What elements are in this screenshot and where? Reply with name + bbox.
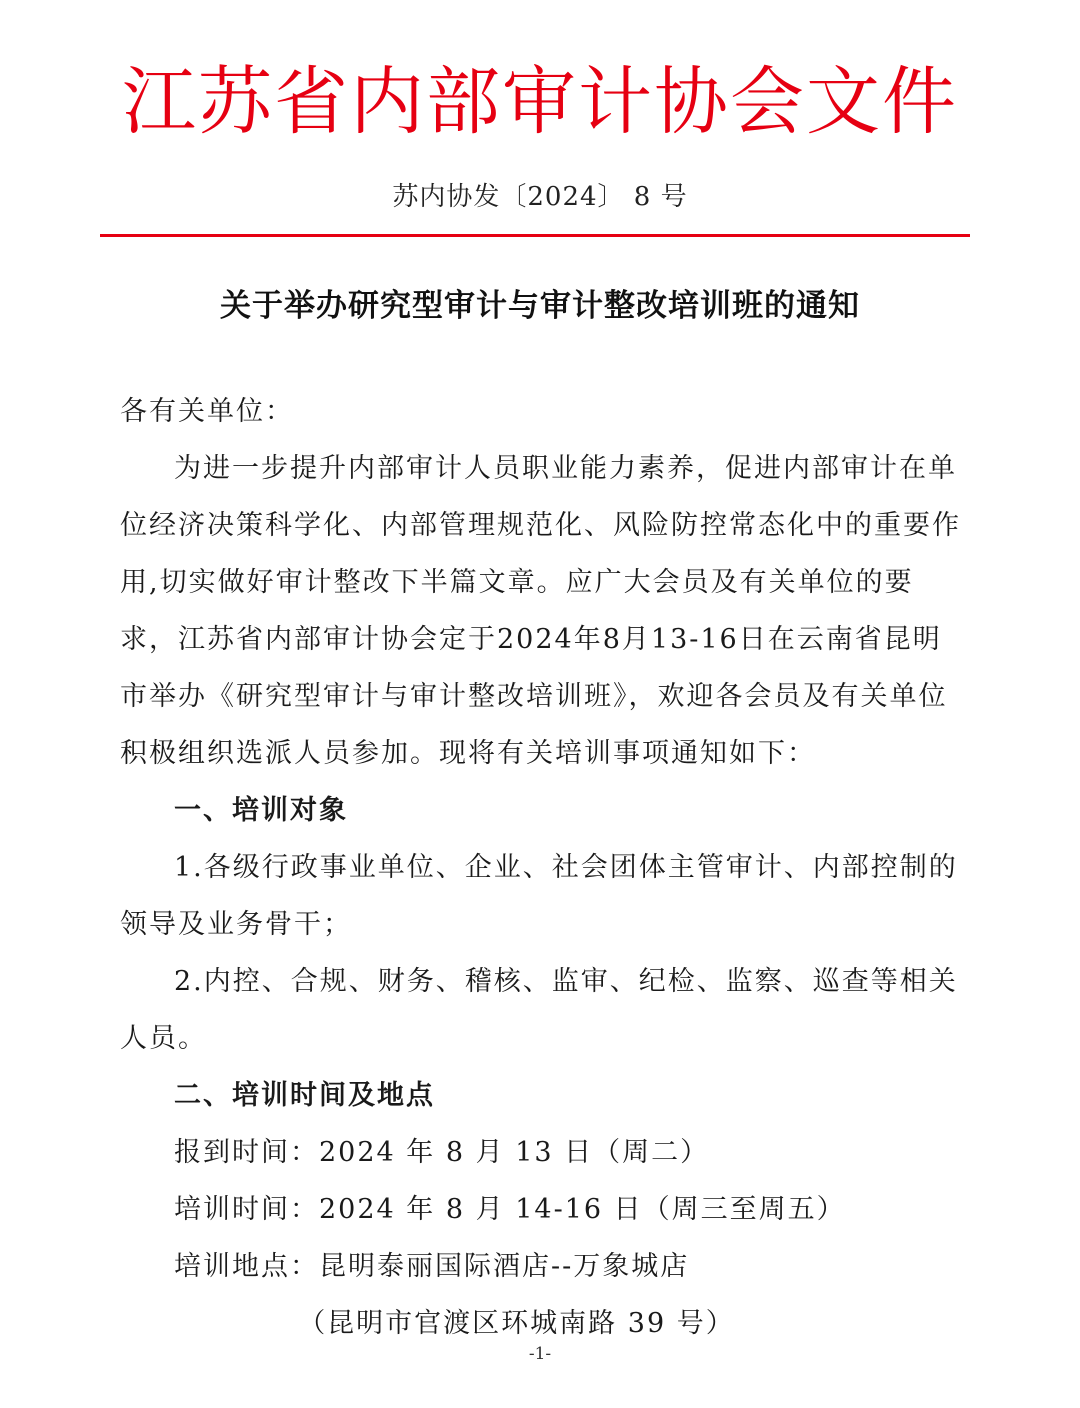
notice-body [120,383,965,1352]
training-time: 培训时间：2024 年 8 月 14-16 日（周三至周五） [174,1194,846,1225]
document-number: 苏内协发〔2024〕 8 号 [392,182,688,212]
page-number: -1- [528,1344,552,1364]
section-heading-time-location: 二、培训时间及地点 [174,1080,435,1111]
training-target-item-2: 2.内控、合规、财务、稽核、监审、纪检、监察、巡查等相关人员。 [120,966,958,1054]
training-location: 培训地点：昆明泰丽国际酒店--万象城店 [174,1251,690,1282]
salutation: 各有关单位： [120,396,294,427]
section-heading-training-target: 一、培训对象 [174,795,348,826]
notice-title: 关于举办研究型审计与审计整改培训班的通知 [220,288,860,324]
registration-time: 报到时间：2024 年 8 月 13 日（周二） [174,1137,710,1168]
intro-paragraph: 为进一步提升内部审计人员职业能力素养，促进内部审计在单位经济决策科学化、内部管理规范化、风险防控常态化中的重要作用,切实做好审计整改下半篇文章。应广大会员及有关单位的要求，江苏省内部审计协会定于2024年8月13-16日在云南省昆明市举办《研究型审计与审计整改培训班》，欢迎各会员及有关单位积极组织选派人员参加。现将有关培训事项通知如下： [120,453,961,769]
red-divider [100,234,970,237]
masthead-title: 江苏省内部审计协会文件 [122,59,958,145]
training-target-item-1: 1.各级行政事业单位、企业、社会团体主管审计、内部控制的领导及业务骨干； [120,852,958,940]
training-address: （昆明市官渡区环城南路 39 号） [298,1308,735,1339]
